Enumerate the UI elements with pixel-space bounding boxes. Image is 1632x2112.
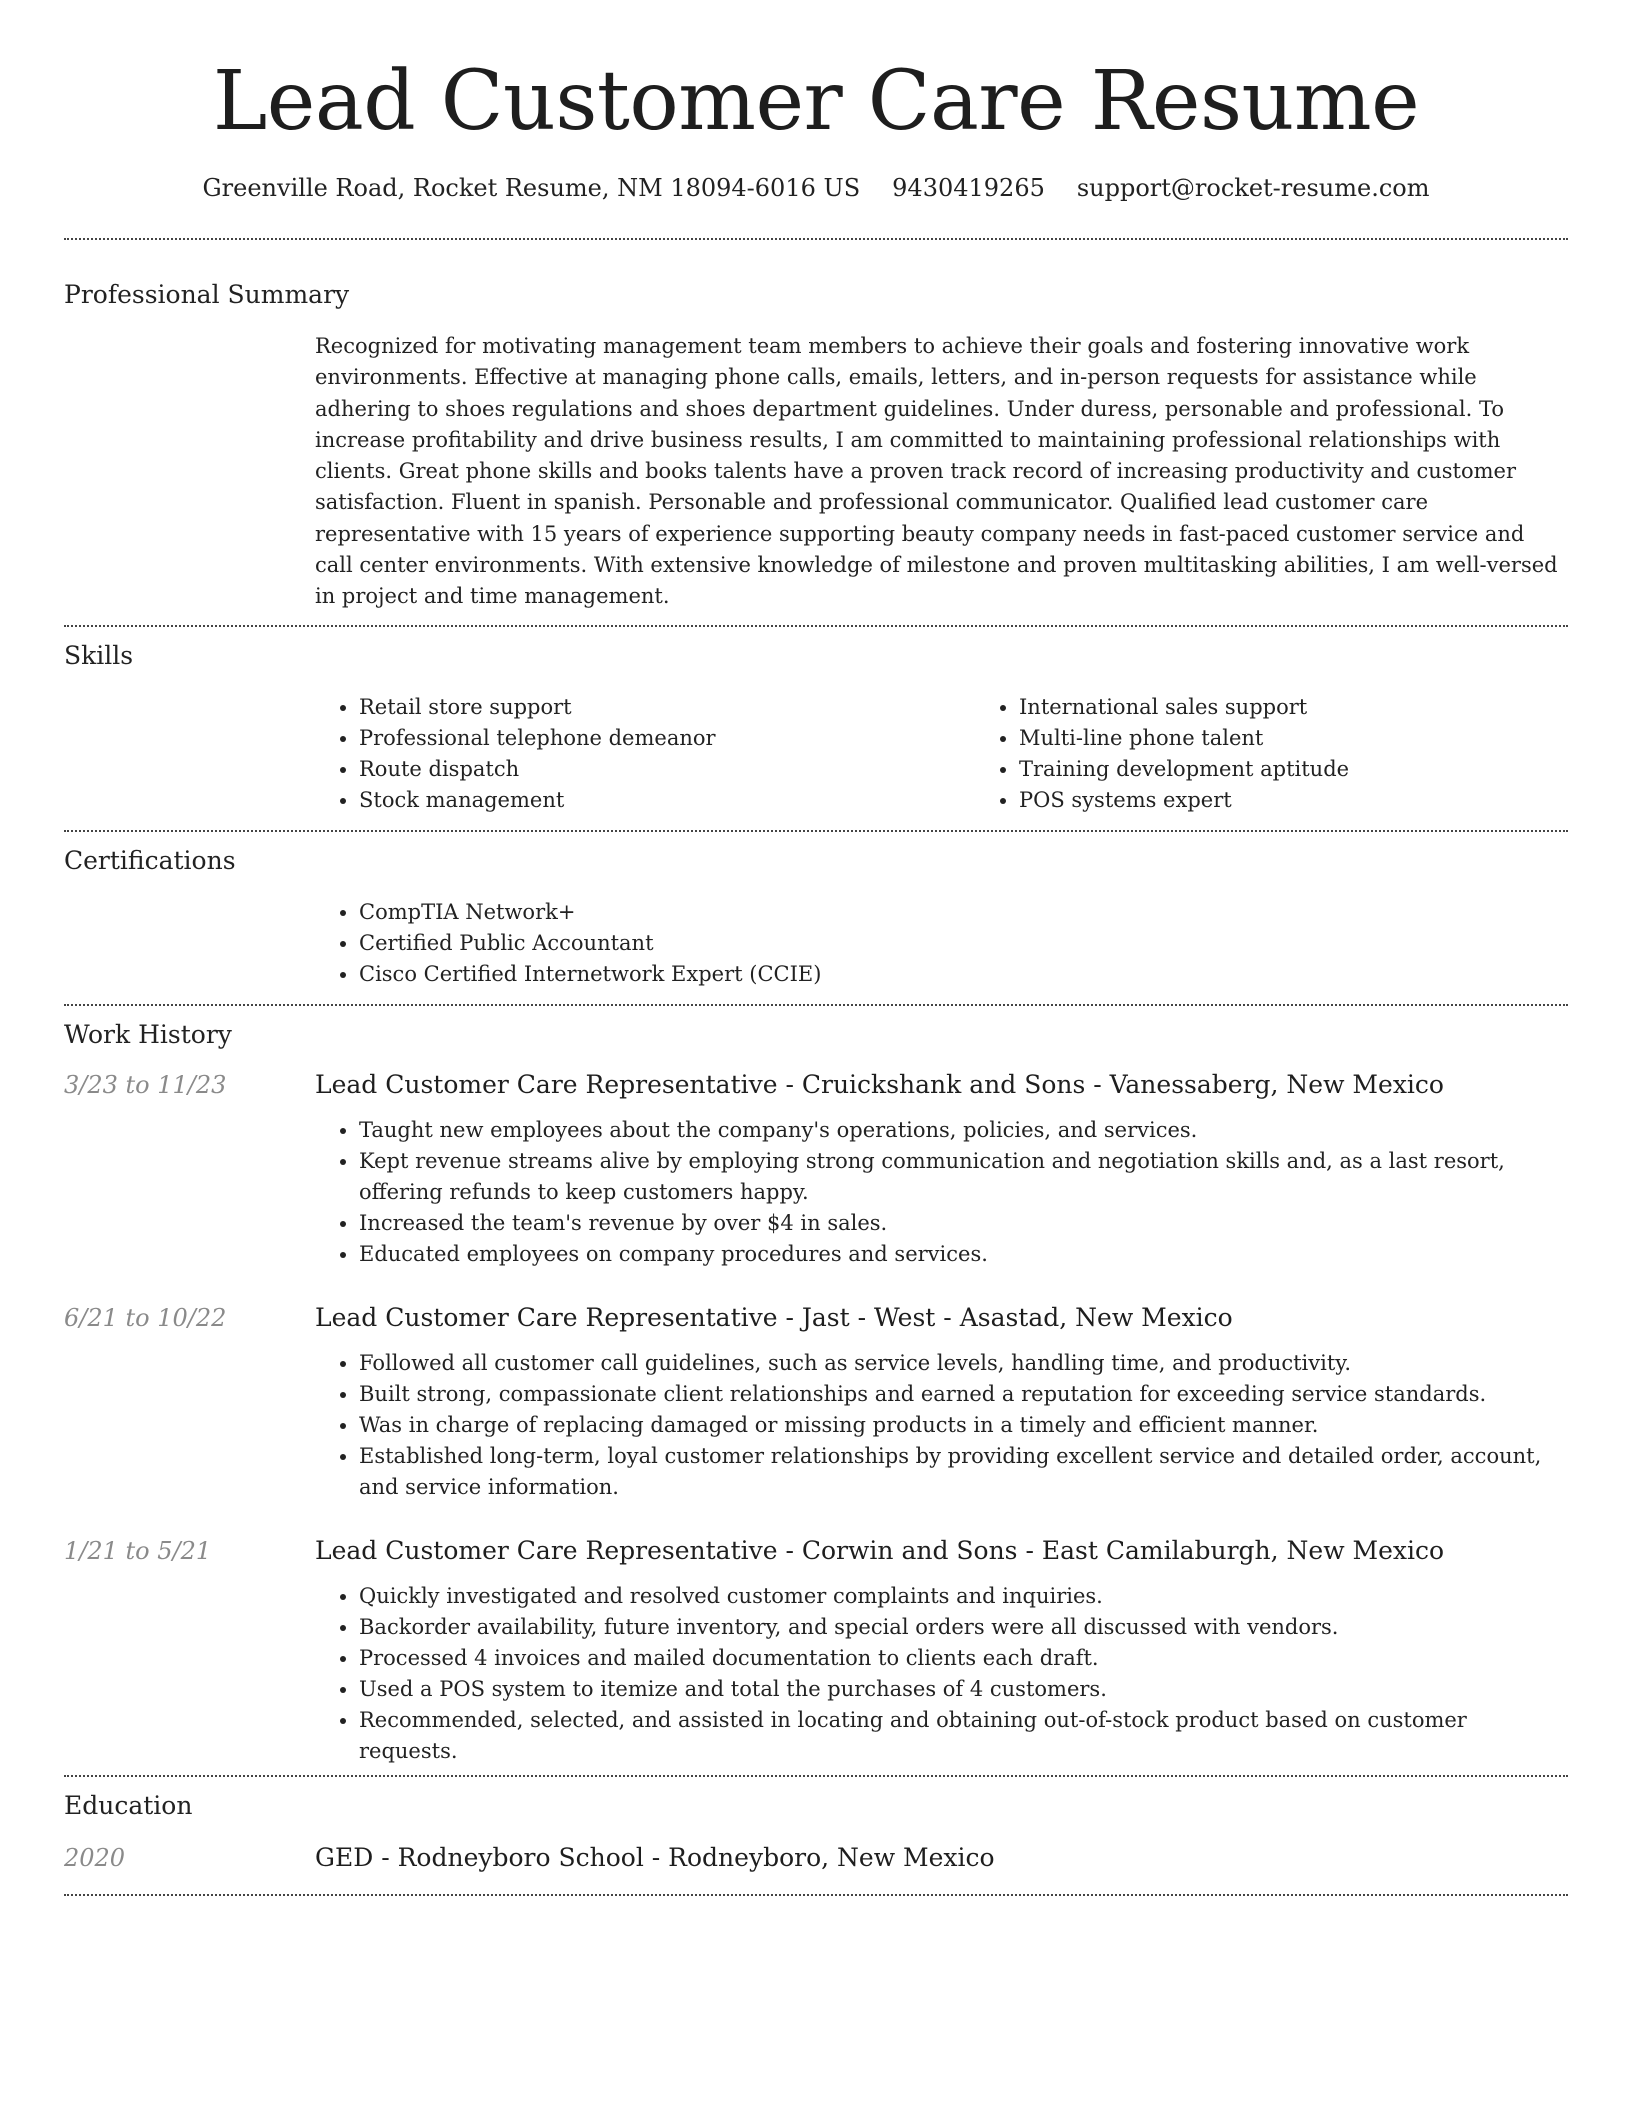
job-bullet: • Was in charge of replacing damaged or missing products in a timely and efficient manner. bbox=[359, 1410, 1568, 1441]
education-entry bbox=[64, 1820, 1568, 1894]
divider bbox=[64, 1894, 1568, 1896]
skill-item: • Multi-line phone talent bbox=[1019, 723, 1632, 754]
skill-item: • Professional telephone demeanor bbox=[359, 723, 975, 754]
skills-columns bbox=[315, 670, 1632, 830]
education-year: 2020 bbox=[64, 1843, 126, 1872]
job-title: Lead Customer Care Representative - Jast - West - Asastad, New Mexico bbox=[315, 1302, 1233, 1332]
contact-line bbox=[64, 174, 1568, 202]
certifications-heading: Certifications bbox=[64, 845, 236, 875]
job-bullet: • Followed all customer call guidelines, such as service levels, handling time, and productivity. bbox=[359, 1348, 1568, 1379]
job-bullet: • Backorder availability, future inventory, and special orders were all discussed with vendors. bbox=[359, 1612, 1568, 1643]
job-bullet: • Recommended, selected, and assisted in locating and obtaining out-of-stock product based on customer requests. bbox=[359, 1705, 1568, 1767]
resume-title: Lead Customer Care Resume bbox=[212, 54, 1420, 149]
education-heading: Education bbox=[64, 1790, 193, 1820]
skill-item: • Route dispatch bbox=[359, 754, 975, 785]
job-entry bbox=[64, 1049, 1568, 1270]
certifications-list bbox=[315, 897, 1568, 990]
skills-list-left bbox=[315, 692, 975, 816]
job-title: Lead Customer Care Representative - Corwin and Sons - East Camilaburgh, New Mexico bbox=[315, 1535, 1445, 1565]
education-section bbox=[64, 1777, 1568, 1894]
job-body bbox=[315, 1067, 1568, 1270]
skills-spacer bbox=[64, 670, 315, 830]
job-bullet: • Used a POS system to itemize and total the purchases of 4 customers. bbox=[359, 1674, 1568, 1705]
skill-item: • POS systems expert bbox=[1019, 785, 1632, 816]
certifications-spacer bbox=[64, 875, 315, 1004]
job-bullet: • Quickly investigated and resolved customer complaints and inquiries. bbox=[359, 1581, 1568, 1612]
contact-address: Greenville Road, Rocket Resume, NM 18094-6016 US bbox=[202, 174, 861, 202]
job-body bbox=[315, 1533, 1568, 1767]
skills-heading: Skills bbox=[64, 640, 134, 670]
summary-row bbox=[64, 309, 1568, 625]
job-bullet: • Kept revenue streams alive by employing strong communication and negotiation skills and, as a last resort, offering refunds to keep customers happy. bbox=[359, 1146, 1568, 1208]
work-history-section bbox=[64, 1006, 1568, 1775]
job-dates: 1/21 to 5/21 bbox=[64, 1536, 212, 1565]
contact-phone: 9430419265 bbox=[892, 174, 1045, 202]
skill-item: • Retail store support bbox=[359, 692, 975, 723]
certifications-section bbox=[64, 832, 1568, 1004]
skills-section bbox=[64, 627, 1568, 830]
work-history-heading: Work History bbox=[64, 1019, 232, 1049]
job-bullet: • Built strong, compassionate client relationships and earned a reputation for exceeding service standards. bbox=[359, 1379, 1568, 1410]
job-entry bbox=[64, 1503, 1568, 1775]
summary-section bbox=[64, 240, 1568, 625]
job-title: Lead Customer Care Representative - Cruickshank and Sons - Vanessaberg, New Mexico bbox=[315, 1069, 1444, 1099]
certification-item: • Certified Public Accountant bbox=[359, 928, 1568, 959]
job-bullet: • Processed 4 invoices and mailed documentation to clients each draft. bbox=[359, 1643, 1568, 1674]
certifications-body bbox=[315, 875, 1568, 1004]
skill-item: • International sales support bbox=[1019, 692, 1632, 723]
job-bullets bbox=[315, 1581, 1568, 1767]
education-detail: GED - Rodneyboro School - Rodneyboro, New Mexico bbox=[315, 1842, 995, 1872]
job-dates: 6/21 to 10/22 bbox=[64, 1303, 227, 1332]
job-entry bbox=[64, 1270, 1568, 1503]
certification-item: • Cisco Certified Internetwork Expert (CCIE) bbox=[359, 959, 1568, 990]
certifications-row bbox=[64, 875, 1568, 1004]
summary-text: Recognized for motivating management team members to achieve their goals and fostering innovative work environments. Effective at managing phone calls, emails, letters, and in-person requests for assistance while adhering to shoes regulations and shoes department guidelines. Under duress, personable and professional. To increase profitability and drive business results, I am committed to maintaining professional relationships with clients. Great phone skills and books talents have a proven track record of increasing productivity and customer satisfaction. Fluent in spanish. Personable and professional communicator. Qualified lead customer care representative with 15 years of experience supporting beauty company needs in fast-paced customer service and call center environments. With extensive knowledge of milestone and proven multitasking abilities, I am well-versed in project and time management. bbox=[315, 334, 1558, 609]
summary-body bbox=[315, 309, 1568, 625]
job-bullets bbox=[315, 1115, 1568, 1270]
skill-item: • Stock management bbox=[359, 785, 975, 816]
job-bullet: • Increased the team's revenue by over $4 in sales. bbox=[359, 1208, 1568, 1239]
contact-email: support@rocket-resume.com bbox=[1076, 174, 1430, 202]
summary-spacer bbox=[64, 309, 315, 625]
skills-list-right bbox=[975, 692, 1632, 816]
job-bullet: • Established long-term, loyal customer relationships by providing excellent service and detailed order, account, and service information. bbox=[359, 1441, 1568, 1503]
job-bullet: • Taught new employees about the company's operations, policies, and services. bbox=[359, 1115, 1568, 1146]
job-dates: 3/23 to 11/23 bbox=[64, 1070, 227, 1099]
skills-row bbox=[64, 670, 1568, 830]
job-bullets bbox=[315, 1348, 1568, 1503]
summary-heading: Professional Summary bbox=[64, 280, 350, 309]
job-bullet: • Educated employees on company procedures and services. bbox=[359, 1239, 1568, 1270]
job-body bbox=[315, 1300, 1568, 1503]
certification-item: • CompTIA Network+ bbox=[359, 897, 1568, 928]
skill-item: • Training development aptitude bbox=[1019, 754, 1632, 785]
